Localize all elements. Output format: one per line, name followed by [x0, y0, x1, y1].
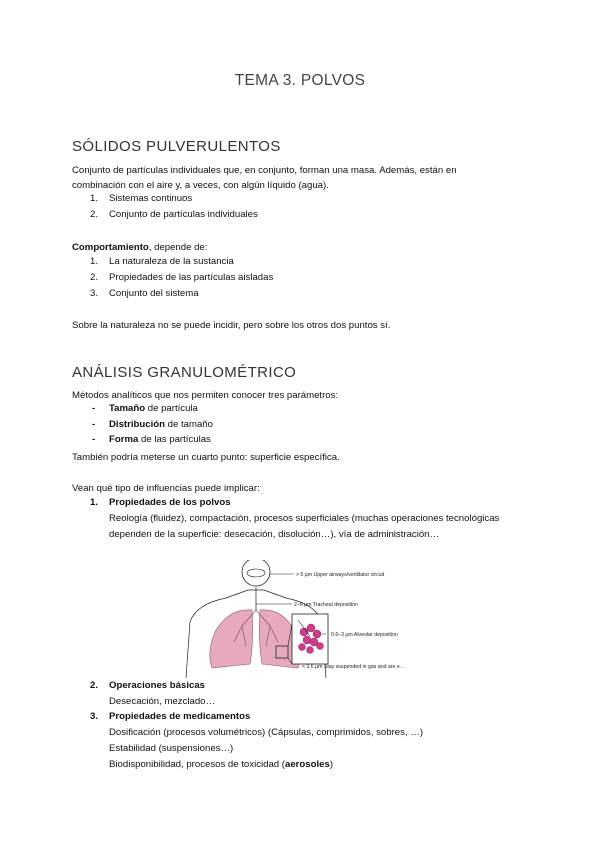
item-line: Dosificación (procesos volumétricos) (Cápsulas, comprimidos, sobres, …): [109, 727, 424, 738]
list-item: Conjunto del sistema: [109, 288, 199, 299]
item-title: Propiedades de los polvos: [109, 497, 231, 508]
section-heading-solidos: SÓLIDOS PULVERULENTOS: [72, 138, 281, 155]
param-item: Distribución de tamaño: [109, 419, 213, 430]
param-item: Forma de las partículas: [109, 434, 211, 445]
list-item: La naturaleza de la sustancia: [109, 256, 234, 267]
head-outline: [242, 560, 270, 586]
behaviour-line: [72, 240, 532, 255]
behaviour-rest: , depende de:: [148, 242, 208, 253]
behaviour-bold: Comportamiento: [72, 242, 149, 253]
document-title: TEMA 3. POLVOS: [234, 72, 366, 89]
closing-line: Sobre la naturaleza no se puede incidir, pero sobre los otros dos puntos sí.: [72, 320, 391, 331]
methods-intro: Métodos analíticos que nos permiten conocer tres parámetros:: [72, 390, 339, 401]
section-heading-analisis: ANÁLISIS GRANULOMÉTRICO: [72, 364, 297, 381]
bullet-dash: -: [92, 419, 96, 430]
bullet-dash: -: [92, 403, 96, 414]
list-number: 1.: [90, 497, 99, 508]
influences-intro: Vean qué tipo de influencias puede implicar:: [72, 483, 260, 494]
intro-line-1: Conjunto de partículas individuales que, en conjunto, forman una masa. Además, están en: [72, 165, 457, 176]
list-number: 2.: [90, 209, 99, 220]
list-number: 1.: [90, 193, 99, 204]
fourth-point: También podría meterse un cuarto punto: superficie específica.: [72, 452, 340, 463]
list-number: 2.: [90, 272, 99, 283]
item-title: Operaciones básicas: [109, 680, 205, 691]
mouth-outline: [247, 569, 265, 577]
item-line: Estabilidad (suspensiones…): [109, 743, 234, 754]
figure-label: > 5 µm Upper airways/ventilator circuit: [296, 572, 385, 578]
list-number: 1.: [90, 256, 99, 267]
figure-label: 0.6–3 µm Alveolar deposition: [331, 632, 398, 638]
list-number: 3.: [90, 711, 99, 722]
list-number: 2.: [90, 680, 99, 691]
item-line: Desecación, mezclado…: [109, 696, 216, 707]
item-line: dependen de la superficie: desecación, disolución…), vía de administración…: [109, 529, 440, 540]
figure-label: 2–6 µm Tracheal deposition: [294, 602, 358, 608]
list-item: Propiedades de las partículas aisladas: [109, 272, 274, 283]
intro-line-2: combinación con el aire y, a veces, con algún líquido (agua).: [72, 180, 329, 191]
item-line: Biodisponibilidad, procesos de toxicidad (aerosoles): [109, 759, 334, 770]
figure-label: < 0.6 µm Stay suspended in gas and are e…: [302, 664, 405, 670]
list-number: 3.: [90, 288, 99, 299]
left-lung: [210, 610, 253, 668]
param-item: Tamaño de partícula: [109, 403, 198, 414]
item-title: Propiedades de medicamentos: [109, 711, 251, 722]
list-item: Conjunto de partículas individuales: [109, 209, 258, 220]
bullet-dash: -: [92, 434, 96, 445]
item-line: Reología (fluidez), compactación, procesos superficiales (muchas operaciones tecnológicas: [109, 513, 500, 524]
respiratory-deposition-figure: [176, 560, 446, 678]
list-item: Sistemas continuos: [109, 193, 193, 204]
